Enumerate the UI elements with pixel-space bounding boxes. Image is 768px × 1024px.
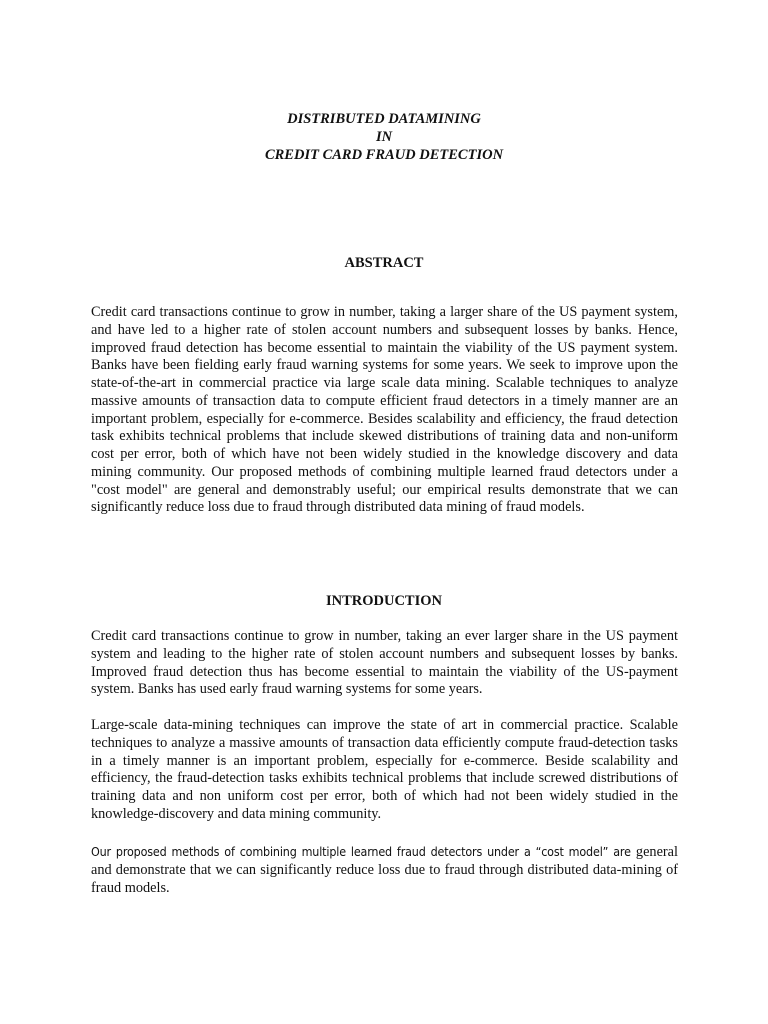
document-title <box>0 110 768 164</box>
intro-paragraph-3-rest: general and demonstrate that we can significantly reduce loss due to fraud through distributed data-mining of fraud models. <box>91 844 678 896</box>
intro-paragraph-2: Large-scale data-mining techniques can improve the state of art in commercial practice. Scalable techniques to analyze a massive amounts of transaction data efficiently compute fraud-detection tasks in a timely manner is an important problem, especially for e-commerce. Beside scalability and efficiency, the fraud-detection tasks exhibits technical problems that include screwed distributions of training data and non uniform cost per error, both of which had not been widely studied in the knowledge-discovery and data mining community. <box>91 717 678 822</box>
title-line-3: CREDIT CARD FRAUD DETECTION <box>264 147 504 163</box>
title-line-1: DISTRIBUTED DATAMINING <box>287 111 481 127</box>
introduction-heading: INTRODUCTION <box>325 593 442 609</box>
title-line-2: IN <box>375 129 393 145</box>
abstract-heading: ABSTRACT <box>344 255 424 271</box>
abstract-paragraph: Credit card transactions continue to grow in number, taking a larger share of the US payment system, and have led to a higher rate of stolen account numbers and subsequent losses by banks. Hence, improved fraud detection has become essential to maintain the viability of the US payment system. Banks have been fielding early fraud warning systems for some years. We seek to improve upon the state-of-the-art in commercial practice via large scale data mining. Scalable techniques to analyze massive amounts of transaction data to compute efficient fraud detectors in a timely manner are an important problem, especially for e-commerce. Besides scalability and efficiency, the fraud detection task exhibits technical problems that include skewed distributions of training data and non-uniform cost per error, both of which have not been widely studied in the knowledge discovery and data mining community. Our proposed methods of combining multiple learned fraud detectors under a "cost model" are general and demonstrably useful; our empirical results demonstrate that we can significantly reduce loss due to fraud through distributed data mining of fraud models. <box>91 304 678 516</box>
intro-paragraph-3-first-line: Our proposed methods of combining multiple learned fraud detectors under a “cost model” are <box>91 844 631 859</box>
intro-paragraph-1: Credit card transactions continue to grow in number, taking an ever larger share in the US payment system and leading to the higher rate of stolen account numbers and subsequent losses by banks. Improved fraud detection thus has become essential to maintain the viability of the US-payment system. Banks has used early fraud warning systems for some years. <box>91 628 678 698</box>
intro-paragraph-3 <box>91 843 678 897</box>
